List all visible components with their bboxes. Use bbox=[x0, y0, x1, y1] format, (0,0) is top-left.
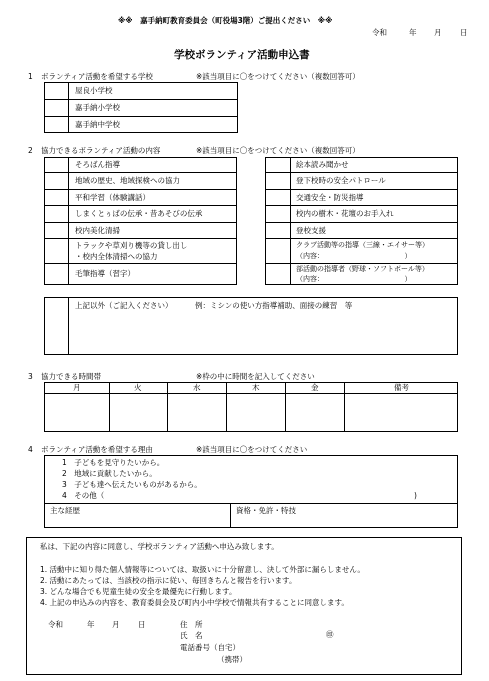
activity-left-divider bbox=[68, 157, 69, 285]
time-cell-friday[interactable] bbox=[286, 394, 343, 431]
activity-row-line bbox=[265, 172, 458, 173]
activity-peace-learning[interactable]: 平和学習（体験講話） bbox=[75, 193, 150, 202]
section4-note: ※該当項目に〇をつけてください bbox=[196, 445, 308, 454]
activity-row-line bbox=[265, 189, 458, 190]
school-list-frame bbox=[44, 82, 238, 133]
submission-notice: ※※ 嘉手納町教育委員会（町役場3階）ご提出ください ※※ bbox=[118, 16, 333, 25]
reason-share-knowledge[interactable]: 3 子ども達へ伝えたいものがあるから。 bbox=[62, 480, 202, 489]
school-list-divider bbox=[68, 82, 69, 133]
activity-row-line bbox=[44, 172, 237, 173]
reason-watch-children[interactable]: 1 子どもを見守りたいから。 bbox=[62, 458, 165, 467]
name-input[interactable] bbox=[212, 630, 322, 640]
remarks-header: 備考 bbox=[394, 383, 409, 392]
activity-equipment-loan-sub: ・校内全体清掃への協力 bbox=[75, 252, 158, 261]
name-label: 氏 名 bbox=[180, 631, 203, 640]
activity-sports-coach-detail[interactable]: （内容： ） bbox=[296, 275, 412, 283]
phone-mobile-label: （携帯） bbox=[217, 655, 247, 664]
consent-date-month: 月 bbox=[112, 620, 120, 629]
activity-local-history[interactable]: 地域の歴史、地域探検への協力 bbox=[75, 176, 180, 185]
day-thursday: 木 bbox=[252, 383, 260, 392]
day-monday: 月 bbox=[73, 383, 81, 392]
activity-other-example: 例：ミシンの使い方指導補助、面接の練習 等 bbox=[195, 301, 353, 310]
consent-item: 3. どんな場合でも児童生徒の安全を最優先に行動します。 bbox=[40, 587, 237, 596]
section2-label: 協力できるボランティア活動の内容 bbox=[41, 146, 161, 155]
activity-shimakutuba[interactable]: しまくとぅばの伝承・昔あそびの伝承 bbox=[75, 209, 203, 218]
consent-date-year: 年 bbox=[87, 620, 95, 629]
activity-row-line bbox=[265, 205, 458, 206]
activity-garden-care[interactable]: 校内の樹木・花壇のお手入れ bbox=[296, 209, 394, 218]
consent-intro: 私は、下記の内容に同意し、学校ボランティア活動へ申込み致します。 bbox=[40, 542, 279, 551]
phone-home-input[interactable] bbox=[246, 642, 406, 652]
day-friday: 金 bbox=[311, 383, 319, 392]
consent-date-era: 令和 bbox=[48, 620, 63, 629]
activity-club-coach[interactable]: クラブ活動等の指導（三線・エイサー等） bbox=[296, 241, 429, 249]
reason-contribute[interactable]: 2 地域に貢献したいから。 bbox=[62, 469, 157, 478]
activity-safety-patrol[interactable]: 登下校時の安全パトロール bbox=[296, 176, 386, 185]
qualification-input[interactable] bbox=[231, 515, 457, 527]
date-era: 令和 bbox=[372, 28, 387, 37]
school-option-yara[interactable]: 屋良小学校 bbox=[75, 86, 113, 95]
reason-divider bbox=[44, 503, 458, 504]
time-cell-wednesday[interactable] bbox=[168, 394, 225, 431]
activity-picture-book[interactable]: 絵本読み聞かせ bbox=[296, 160, 349, 169]
activity-club-coach-detail[interactable]: （内容： ） bbox=[296, 252, 412, 260]
reason-other[interactable]: 4 その他（ bbox=[62, 491, 105, 500]
section3-label: 協力できる時間帯 bbox=[41, 372, 101, 381]
activity-row-line bbox=[44, 205, 237, 206]
activity-calligraphy[interactable]: 毛筆指導（習字） bbox=[75, 269, 135, 278]
reason-other-close: ) bbox=[414, 491, 417, 500]
activity-row-line bbox=[265, 263, 458, 264]
activity-other-divider bbox=[68, 297, 69, 355]
school-option-kadena-junior-high[interactable]: 嘉手納中学校 bbox=[75, 120, 120, 129]
section4-label: ボランティア活動を希望する理由 bbox=[41, 445, 153, 454]
address-input[interactable] bbox=[212, 619, 412, 629]
consent-item: 4. 上記の申込みの内容を、教育委員会及び町内小中学校で情報共有することに同意します。 bbox=[40, 598, 349, 607]
section3-number: 3 bbox=[28, 372, 33, 381]
day-wednesday: 水 bbox=[193, 383, 201, 392]
seal-mark: ㊞ bbox=[326, 630, 334, 639]
section3-note: ※枠の中に時間を記入してください bbox=[196, 372, 315, 381]
consent-date-day: 日 bbox=[138, 620, 146, 629]
section4-number: 4 bbox=[28, 445, 33, 454]
school-option-kadena-elementary[interactable]: 嘉手納小学校 bbox=[75, 103, 120, 112]
date-month: 月 bbox=[434, 28, 442, 37]
section2-note: ※該当項目に〇をつけてください（複数回答可） bbox=[196, 146, 360, 155]
activity-row-line bbox=[265, 222, 458, 223]
activity-row-line bbox=[44, 263, 237, 264]
activity-attendance-support[interactable]: 登校支援 bbox=[296, 226, 326, 235]
activity-row-line bbox=[265, 238, 458, 239]
activity-equipment-loan[interactable]: トラックや草刈り機等の貸し出し bbox=[75, 241, 188, 250]
time-cell-thursday[interactable] bbox=[227, 394, 284, 431]
activity-campus-cleaning[interactable]: 校内美化清掃 bbox=[75, 226, 120, 235]
activity-row-line bbox=[44, 238, 237, 239]
day-tuesday: 火 bbox=[134, 383, 142, 392]
time-cell-tuesday[interactable] bbox=[110, 394, 166, 431]
date-year: 年 bbox=[409, 28, 417, 37]
activity-row-line bbox=[44, 222, 237, 223]
activity-right-divider bbox=[290, 157, 291, 285]
career-input[interactable] bbox=[45, 515, 229, 527]
activity-sports-coach[interactable]: 部活動の指導者（野球・ソフトボール等） bbox=[296, 265, 429, 273]
activity-traffic-safety[interactable]: 交通安全・防災指導 bbox=[296, 193, 364, 202]
address-label: 住 所 bbox=[180, 620, 203, 629]
consent-item: 1. 活動中に知り得た個人情報等については、取扱いに十分留意し、決して外部に漏らしません。 bbox=[40, 565, 365, 574]
school-row-line bbox=[44, 116, 238, 117]
form-title: 学校ボランティア活動申込書 bbox=[174, 49, 310, 61]
section2-number: 2 bbox=[28, 146, 33, 155]
activity-row-line bbox=[44, 189, 237, 190]
section1-note: ※該当項目に〇をつけてください（複数回答可） bbox=[196, 72, 360, 81]
career-label: 主な経歴 bbox=[50, 506, 80, 515]
date-day: 日 bbox=[460, 28, 468, 37]
section1-label: ボランティア活動を希望する学校 bbox=[41, 72, 153, 81]
phone-home-label: 電話番号（自宅） bbox=[180, 643, 240, 652]
consent-item: 2. 活動にあたっては、当該校の指示に従い、毎回きちんと報告を行います。 bbox=[40, 576, 297, 585]
school-row-line bbox=[44, 99, 238, 100]
section1-number: 1 bbox=[28, 72, 33, 81]
time-cell-monday[interactable] bbox=[45, 394, 108, 431]
qualification-label: 資格・免許・特技 bbox=[236, 506, 296, 515]
time-cell-remarks[interactable] bbox=[345, 394, 457, 431]
phone-mobile-input[interactable] bbox=[246, 654, 406, 664]
activity-other-label[interactable]: 上記以外（ご記入ください） bbox=[75, 301, 173, 310]
activity-abacus[interactable]: そろばん指導 bbox=[75, 160, 120, 169]
